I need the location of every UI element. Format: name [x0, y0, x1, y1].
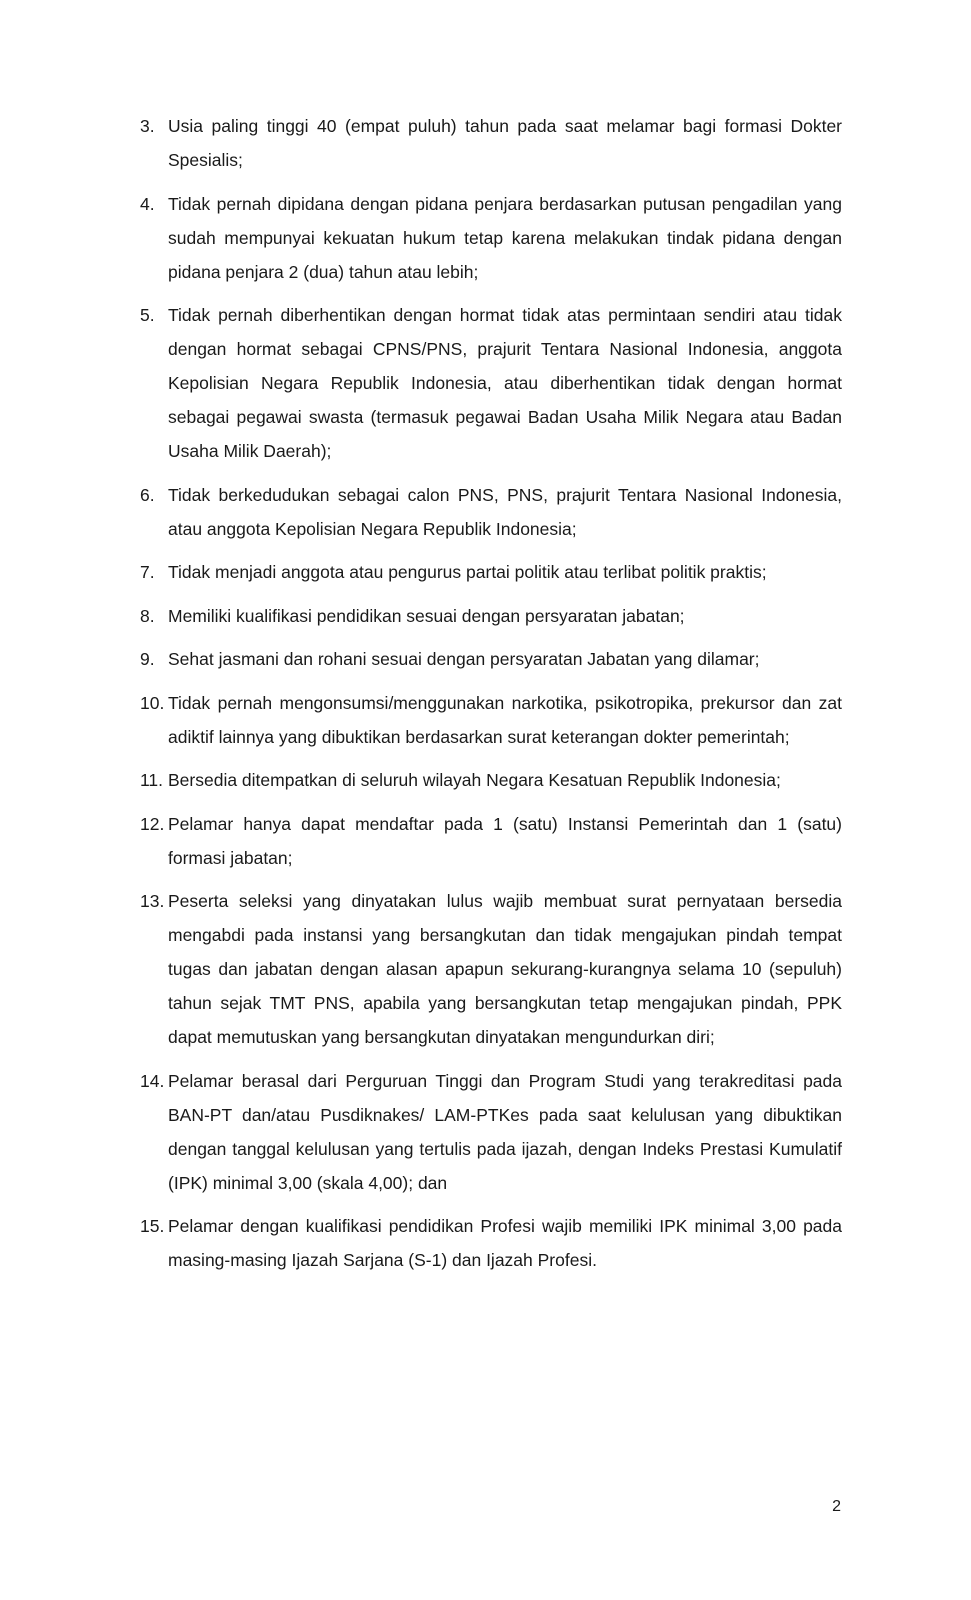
- list-item-12: [140, 807, 842, 875]
- list-text: Sehat jasmani dan rohani sesuai dengan persyaratan Jabatan yang dilamar;: [168, 649, 760, 669]
- list-item-10: [140, 686, 842, 754]
- list-item-3: [140, 109, 842, 177]
- list-text: Pelamar berasal dari Perguruan Tinggi dan Program Studi yang terakreditasi pada BAN-PT dan/atau Pusdiknakes/ LAM-PTKes pada saat kelulusan yang dibuktikan dengan tanggal kelulusan yang tertulis pada ijazah, dengan Indeks Prestasi Kumulatif (IPK) minimal 3,00 (skala 4,00); dan: [168, 1070, 842, 1193]
- list-text: Bersedia ditempatkan di seluruh wilayah Negara Kesatuan Republik Indonesia;: [168, 770, 781, 790]
- list-number: 9.: [140, 649, 155, 669]
- list-text: Usia paling tinggi 40 (empat puluh) tahun pada saat melamar bagi formasi Dokter Spesialis;: [168, 116, 842, 170]
- page-number: 2: [832, 1498, 841, 1515]
- list-item-6: [140, 478, 842, 546]
- list-item-15: [140, 1209, 842, 1277]
- list-number: 10.: [140, 692, 165, 713]
- list-text: Tidak pernah diberhentikan dengan hormat tidak atas permintaan sendiri atau tidak dengan hormat sebagai CPNS/PNS, prajurit Tentara Nasional Indonesia, anggota Kepolisian Negara Republik Indonesia, atau diberhentikan tidak dengan hormat sebagai pegawai swasta (termasuk pegawai Badan Usaha Milik Negara atau Badan Usaha Milik Daerah);: [168, 305, 842, 461]
- list-item-4: [140, 187, 842, 289]
- list-text: Tidak berkedudukan sebagai calon PNS, PNS, prajurit Tentara Nasional Indonesia, atau anggota Kepolisian Negara Republik Indonesia;: [168, 484, 842, 539]
- list-text: Tidak pernah mengonsumsi/menggunakan narkotika, psikotropika, prekursor dan zat adiktif lainnya yang dibuktikan berdasarkan surat keterangan dokter pemerintah;: [168, 692, 842, 747]
- list-number: 6.: [140, 484, 155, 505]
- list-number: 7.: [140, 562, 155, 582]
- list-number: 4.: [140, 193, 155, 214]
- list-item-14: [140, 1064, 842, 1200]
- list-number: 14.: [140, 1070, 165, 1091]
- list-item-9: [140, 642, 842, 676]
- list-item-11: [140, 763, 842, 797]
- list-text: Tidak pernah dipidana dengan pidana penjara berdasarkan putusan pengadilan yang sudah mempunyai kekuatan hukum tetap karena melakukan tindak pidana dengan pidana penjara 2 (dua) tahun atau lebih;: [168, 193, 842, 282]
- list-number: 13.: [140, 891, 165, 911]
- list-number: 5.: [140, 305, 155, 325]
- list-number: 12.: [140, 813, 165, 834]
- list-text: Memiliki kualifikasi pendidikan sesuai dengan persyaratan jabatan;: [168, 605, 685, 626]
- list-number: 11.: [140, 770, 164, 790]
- list-number: 15.: [140, 1216, 165, 1236]
- list-item-8: [140, 599, 842, 633]
- list-number: 8.: [140, 605, 155, 626]
- requirements-list: [140, 109, 842, 1287]
- list-item-13: [140, 884, 842, 1054]
- list-text: Tidak menjadi anggota atau pengurus partai politik atau terlibat politik praktis;: [168, 562, 767, 582]
- list-text: Pelamar hanya dapat mendaftar pada 1 (satu) Instansi Pemerintah dan 1 (satu) formasi jabatan;: [168, 813, 842, 868]
- list-text: Peserta seleksi yang dinyatakan lulus wajib membuat surat pernyataan bersedia mengabdi pada instansi yang bersangkutan dan tidak mengajukan pindah tempat tugas dan jabatan dengan alasan apapun sekurang-kurangnya selama 10 (sepuluh) tahun sejak TMT PNS, apabila yang bersangkutan tetap mengajukan pindah, PPK dapat memutuskan yang bersangkutan dinyatakan mengundurkan diri;: [168, 891, 842, 1047]
- list-item-7: [140, 555, 842, 589]
- list-text: Pelamar dengan kualifikasi pendidikan Profesi wajib memiliki IPK minimal 3,00 pada masing-masing Ijazah Sarjana (S-1) dan Ijazah Profesi.: [168, 1216, 842, 1270]
- list-number: 3.: [140, 116, 155, 136]
- list-item-5: [140, 298, 842, 468]
